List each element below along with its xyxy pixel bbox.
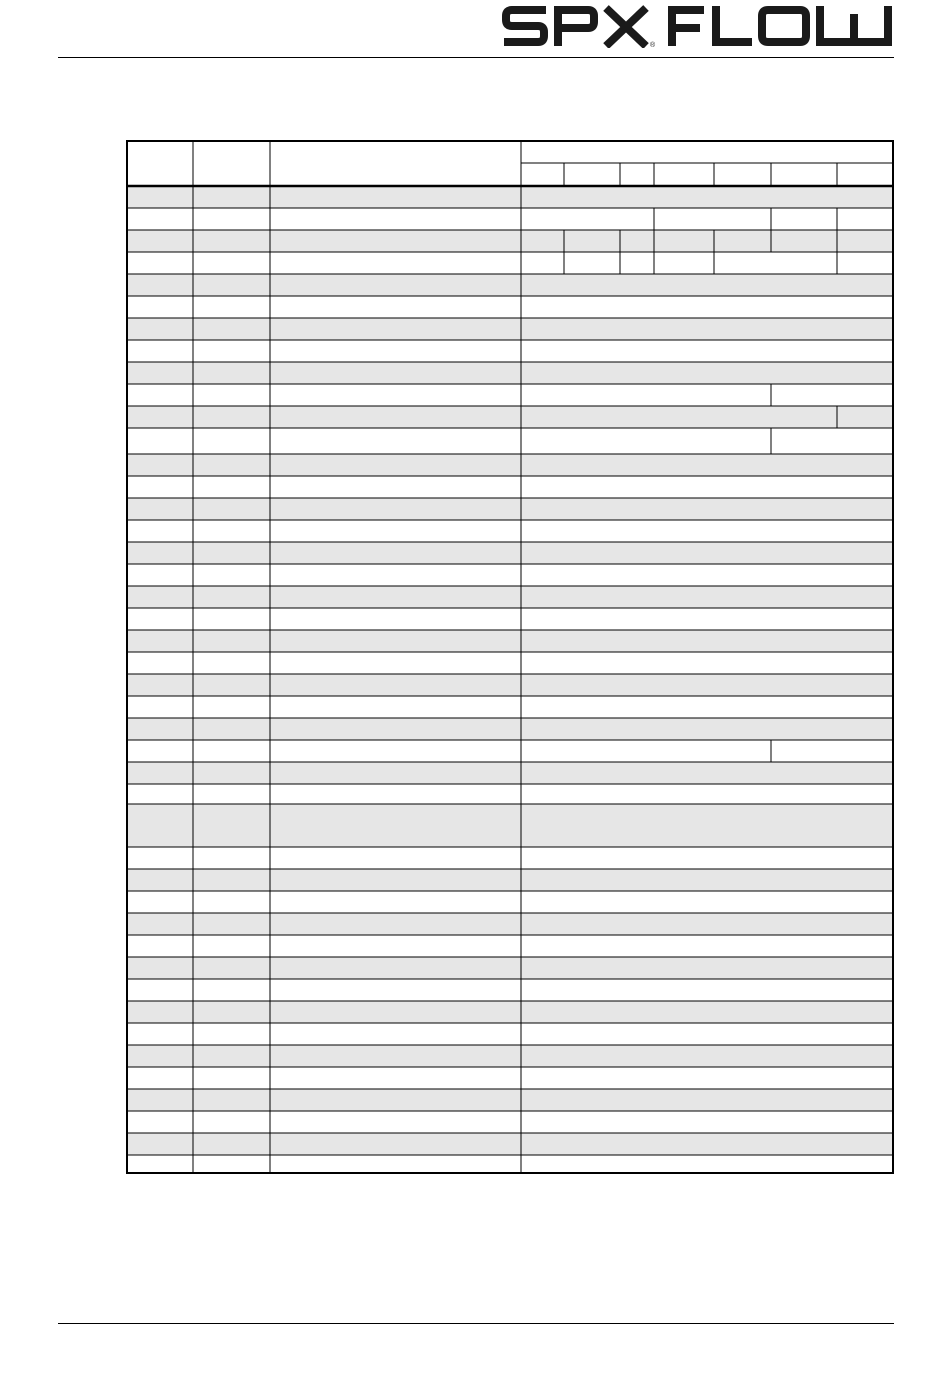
table-row-shade: [127, 1089, 893, 1111]
table-row-shade: [127, 1001, 893, 1023]
table-row-shade: [127, 586, 893, 608]
table-row-shade: [127, 674, 893, 696]
registered-mark: ®: [650, 42, 656, 48]
table-row-shade: [127, 1045, 893, 1067]
table-row-shade: [127, 498, 893, 520]
table-row-shade: [127, 542, 893, 564]
table-row-shade: [127, 230, 893, 252]
table-row-shade: [127, 869, 893, 891]
table-row-shade: [127, 406, 893, 428]
table-row-shade: [127, 454, 893, 476]
table-row-shade: [127, 274, 893, 296]
table-row-shade: [127, 1133, 893, 1155]
footer-rule: [58, 1323, 894, 1324]
table-row-shade: [127, 804, 893, 847]
table-row-shade: [127, 762, 893, 784]
table-row-shade: [127, 630, 893, 652]
table-row-shade: [127, 718, 893, 740]
table-row-shade: [127, 318, 893, 340]
table-row-shade: [127, 957, 893, 979]
row-shading: [127, 186, 893, 1155]
table-row-shade: [127, 362, 893, 384]
table-row-shade: [127, 913, 893, 935]
table-row-shade: [127, 186, 893, 208]
